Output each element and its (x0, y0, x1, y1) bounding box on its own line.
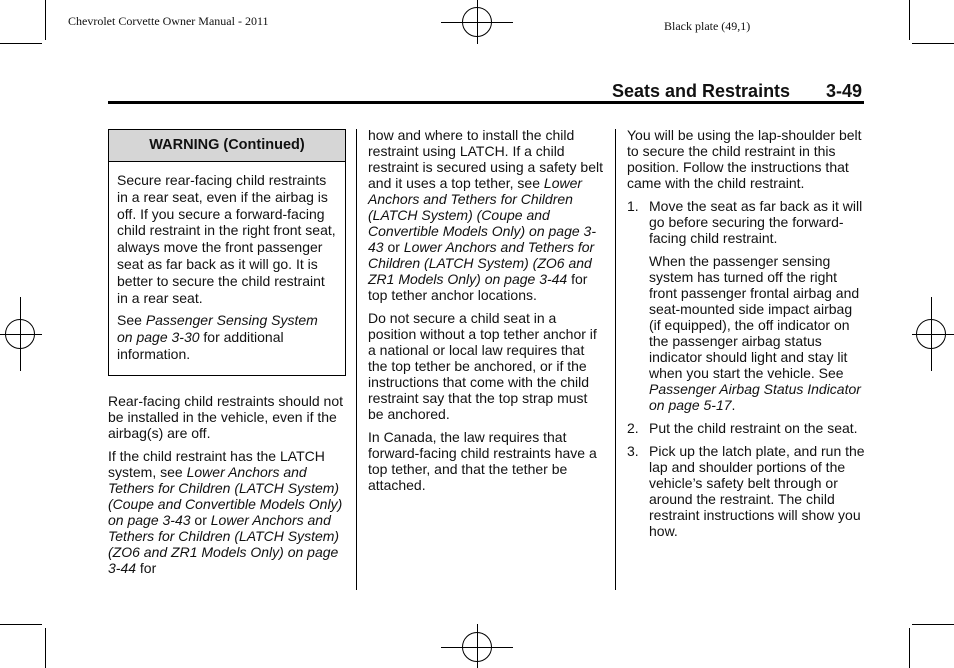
cross-reference-link: Lower Anchors and Tethers for Children (LATCH System) (Coupe and Convertible Models Only) on page 3-43 (108, 463, 343, 528)
cross-reference-link: Lower Anchors and Tethers for Children (LATCH System) (Coupe and Convertible Models Only) on page 3-43 (368, 175, 597, 255)
body-paragraph: Do not secure a child seat in a position without a top tether anchor if a national or local law requires that the top tether be anchored, or if the instructions that come with the child restraint say that the top strap must be anchored. (368, 310, 597, 422)
step-number: 3. (627, 443, 639, 459)
step-number: 2. (627, 420, 639, 436)
step-item (627, 420, 865, 436)
instruction-steps (627, 198, 865, 539)
manual-title: Chevrolet Corvette Owner Manual - 2011 (68, 14, 269, 28)
cross-reference-link: Passenger Sensing System on page 3-30 (117, 312, 318, 346)
column-3 (627, 127, 865, 546)
warning-reference: See Passenger Sensing System on page 3-30 for additional information. (117, 312, 318, 362)
warning-title: WARNING (Continued) (109, 130, 345, 162)
cross-reference-link: Passenger Airbag Status Indicator on page 5-17 (649, 381, 861, 413)
body-paragraph: Rear-facing child restraints should not be installed in the vehicle, even if the airbag(s) are off. (108, 392, 344, 441)
body-paragraph: You will be using the lap-shoulder belt to secure the child restraint in this position. Follow the instructions that came with the child restraint. (627, 127, 862, 191)
warning-body (109, 162, 345, 375)
step-number: 1. (627, 198, 639, 214)
header-rule (108, 101, 864, 104)
step-item (627, 443, 865, 539)
column-2 (368, 127, 604, 500)
body-paragraph: In Canada, the law requires that forward-facing child restraints have a top tether, and that the tether be attached. (368, 429, 597, 493)
step-item (627, 198, 865, 413)
cross-reference-link: Lower Anchors and Tethers for Children (LATCH System) (ZO6 and ZR1 Models Only) on page 3-44 (108, 511, 340, 576)
body-paragraph: how and where to install the child restraint using LATCH. If a child restraint is secured using a safety belt and it uses a top tether, see Lower Anchors and Tethers for Children (LATCH System) (Coupe and Convertible Models Only) on page 3-43 or Lower Anchors and Tethers for Children (LATCH System) (ZO6 and ZR1 Models Only) on page 3-44 for top tether anchor locations. (368, 127, 604, 303)
warning-box (108, 129, 346, 376)
column-1 (108, 129, 346, 583)
section-title: Seats and Restraints (612, 81, 791, 101)
step-text: Move the seat as far back as it will go before securing the forward-facing child restraint. (649, 198, 863, 246)
body-paragraph: If the child restraint has the LATCH system, see Lower Anchors and Tethers for Children (LATCH System) (Coupe and Convertible Models Only) on page 3-43 or Lower Anchors and Tethers for Children (LATCH System) (ZO6 and ZR1 Models Only) on page 3-44 for (108, 447, 343, 576)
cross-reference-link: Lower Anchors and Tethers for Children (LATCH System) (ZO6 and ZR1 Models Only) on page 3-44 (368, 239, 595, 287)
step-note: When the passenger sensing system has turned off the right front passenger frontal airbag and seat-mounted side impact airbag (if equipped), the off indicator on the passenger airbag status indicator should light and stay lit when you start the vehicle. See Passenger Airbag Status Indicator on page 5-17. (649, 253, 861, 413)
plate-label: Black plate (49,1) (664, 19, 751, 33)
column-divider (356, 129, 357, 590)
page-number: 3-49 (826, 81, 863, 101)
warning-paragraph: Secure rear-facing child restraints in a rear seat, even if the airbag is off. If you secure a forward-facing child restraint in the right front seat, always move the front passenger seat as far back as it will go. It is better to secure the child restraint in a rear seat. (117, 172, 336, 306)
column-divider (615, 129, 616, 590)
step-text: Pick up the latch plate, and run the lap and shoulder portions of the vehicle’s safety belt through or around the restraint. The child restraint instructions will show you how. (649, 443, 865, 539)
step-text: Put the child restraint on the seat. (649, 420, 858, 436)
